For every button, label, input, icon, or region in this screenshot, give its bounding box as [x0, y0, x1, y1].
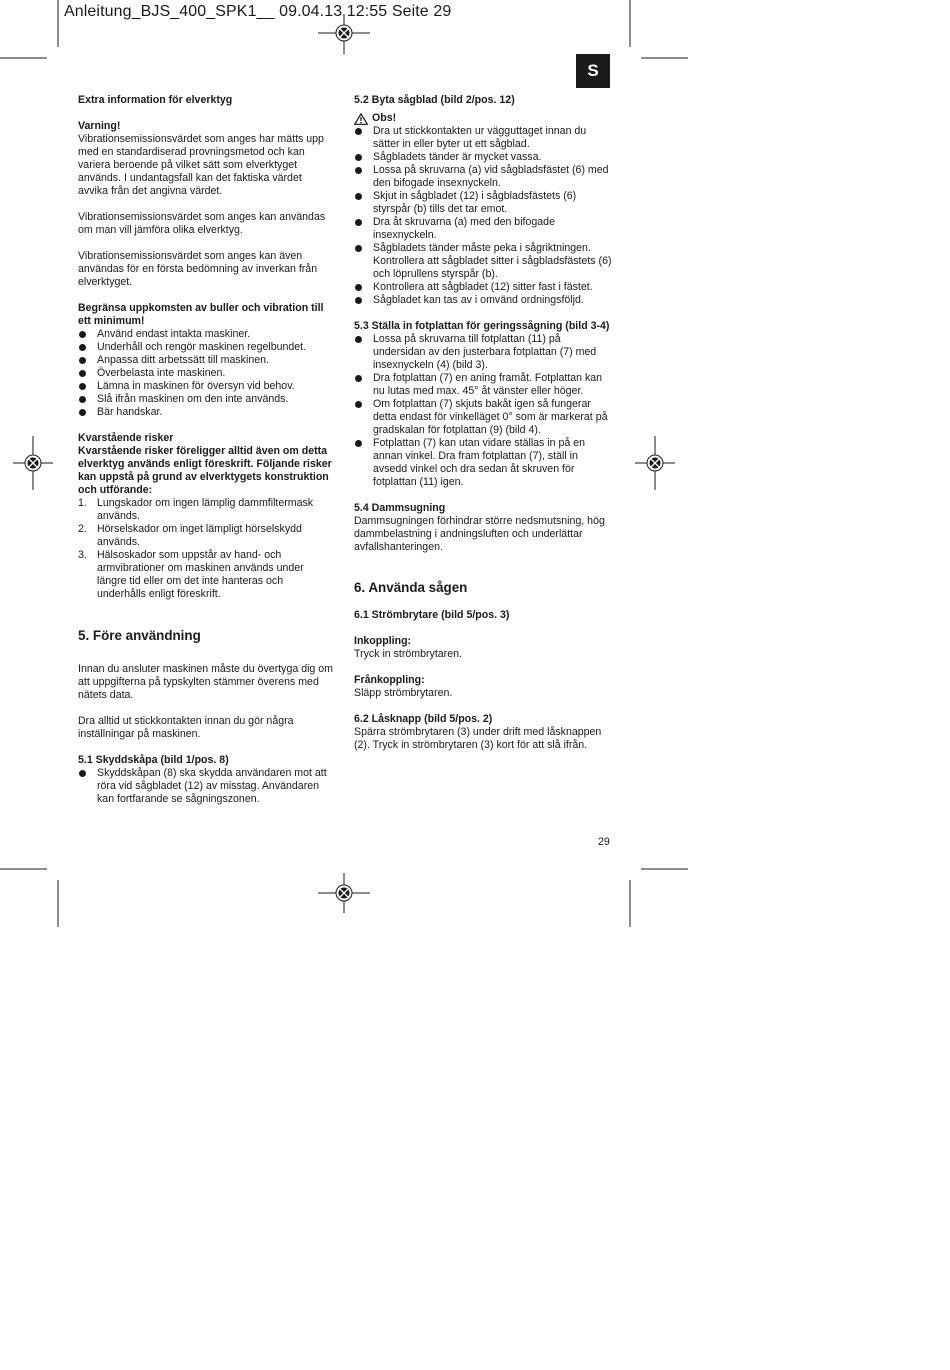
list-item — [78, 523, 334, 549]
list-item: Bär handskar. — [78, 406, 334, 419]
list-item: Anpassa ditt arbetssätt till maskinen. — [78, 354, 334, 367]
list-item: Skyddskåpan (8) ska skydda användaren mot att röra vid sågbladet (12) av misstag. Användaren kan fortfarande se sågningszonen. — [78, 767, 334, 806]
vibration-text-3: Vibrationsemissionsvärdet som anges kan även användas för en första bedömning av inverkan från elverktyget. — [78, 250, 318, 288]
section-6-heading: 6. Använda sågen — [354, 580, 468, 595]
list-item: Fotplattan (7) kan utan vidare ställas in på en annan vinkel. Dra fram fotplattan (7), ställ in avsedd vinkel och dra sedan åt skruven för fotplattan (11) igen. — [354, 437, 612, 489]
item-text: Hörselskador om inget lämpligt hörselskydd används. — [97, 523, 302, 548]
obs-note — [354, 112, 612, 125]
risk-list — [78, 497, 334, 601]
list-item — [78, 497, 334, 523]
list-item: Skjut in sågbladet (12) i sågbladsfästets (6) styrspår (b) tills det tar emot. — [354, 190, 612, 216]
list-item: Använd endast intakta maskiner. — [78, 328, 334, 341]
warning-text: Vibrationsemissionsvärdet som anges har mätts upp med en standardiserad provningsmetod och kan variera beroende på vilket sätt som elverktyget används. I undantagsfall kan det faktiska värdet avvika från det angivna värdet. — [78, 133, 324, 197]
list-item: Sågbladets tänder måste peka i sågriktningen. Kontrollera att sågbladet sitter i sågbladsfästets (6) och löprullens styrspår (b). — [354, 242, 612, 281]
list-item: Kontrollera att sågbladet (12) sitter fast i fästet. — [354, 281, 612, 294]
warning-triangle-icon — [354, 113, 368, 125]
list-item: Lämna in maskinen för översyn vid behov. — [78, 380, 334, 393]
section-5-3-list — [354, 333, 612, 489]
item-number: 1. — [78, 497, 87, 509]
risks-intro: Kvarstående risker föreligger alltid även om detta elverktyg används enligt föreskrift. Följande risker kan uppstå på grund av elverktygets konstruktion och utförande: — [78, 445, 332, 496]
list-item: Lossa på skruvarna (a) vid sågbladsfästet (6) med den bifogade insexnyckeln. — [354, 164, 612, 190]
obs-label: Obs! — [372, 112, 397, 124]
section-5-heading: 5. Före användning — [78, 628, 201, 643]
section-5-4-heading: 5.4 Dammsugning — [354, 502, 446, 514]
section-5-text-1: Innan du ansluter maskinen måste du övertyga dig om att uppgifterna på typskylten stämmer överens med nätets data. — [78, 663, 333, 701]
section-5-2-heading: 5.2 Byta sågblad (bild 2/pos. 12) — [354, 94, 515, 106]
vibration-text-2: Vibrationsemissionsvärdet som anges kan användas om man vill jämföra olika elverktyg. — [78, 211, 326, 236]
list-item: Dra fotplattan (7) en aning framåt. Fotplattan kan nu lutas med max. 45° åt vänster eller höger. — [354, 372, 612, 398]
language-tab: S — [576, 54, 610, 88]
list-item: Dra ut stickkontakten ur vägguttaget innan du sätter in eller byter ut ett sågblad. — [354, 125, 612, 151]
limit-heading: Begränsa uppkomsten av buller och vibration till ett minimum! — [78, 302, 324, 327]
right-column — [354, 94, 612, 752]
list-item: Dra åt skruvarna (a) med den bifogade insexnyckeln. — [354, 216, 612, 242]
list-item: Om fotplattan (7) skjuts bakåt igen så fungerar detta endast för vinkelläget 0° som är markerat på gradskalan för fotplattan (9) (bild 4). — [354, 398, 612, 437]
section-6-1-heading: 6.1 Strömbrytare (bild 5/pos. 3) — [354, 609, 510, 621]
registration-mark-bottom — [318, 873, 370, 913]
section-5-2-list — [354, 125, 612, 307]
section-6-2-text: Spärra strömbrytaren (3) under drift med låsknappen (2). Tryck in strömbrytaren (3) kort för att slå ifrån. — [354, 726, 602, 751]
switch-off-text: Släpp strömbrytaren. — [354, 687, 453, 699]
switch-on-text: Tryck in strömbrytaren. — [354, 648, 462, 660]
left-column — [78, 94, 334, 806]
list-item: Överbelasta inte maskinen. — [78, 367, 334, 380]
section-6-2-heading: 6.2 Låsknapp (bild 5/pos. 2) — [354, 713, 493, 725]
switch-on-heading: Inkoppling: — [354, 635, 412, 647]
item-text: Lungskador om ingen lämplig dammfiltermask används. — [97, 497, 314, 522]
registration-mark-left — [13, 436, 53, 490]
section-5-1-heading: 5.1 Skyddskåpa (bild 1/pos. 8) — [78, 754, 229, 766]
section-5-4-text: Dammsugningen förhindrar större nedsmutsning, hög dammbelastning i andningsluften och underlättar avfallshanteringen. — [354, 515, 605, 553]
item-number: 3. — [78, 549, 87, 561]
section-5-text-2: Dra alltid ut stickkontakten innan du gör några inställningar på maskinen. — [78, 715, 294, 740]
list-item: Slå ifrån maskinen om den inte används. — [78, 393, 334, 406]
risks-heading: Kvarstående risker — [78, 432, 174, 444]
page-number: 29 — [598, 836, 610, 848]
list-item: Lossa på skruvarna till fotplattan (11) på undersidan av den justerbara fotplattan (7) med insexnyckeln (4) (bild 3). — [354, 333, 612, 372]
item-number: 2. — [78, 523, 87, 535]
limit-list — [78, 328, 334, 419]
print-header: Anleitung_BJS_400_SPK1__ 09.04.13 12:55 Seite 29 — [64, 3, 452, 20]
list-item: Sågbladets tänder är mycket vassa. — [354, 151, 612, 164]
switch-off-heading: Frånkoppling: — [354, 674, 425, 686]
list-item — [78, 549, 334, 601]
warning-heading: Varning! — [78, 120, 121, 132]
list-item: Sågbladet kan tas av i omvänd ordningsföljd. — [354, 294, 612, 307]
section-5-3-heading: 5.3 Ställa in fotplattan för geringssågning (bild 3-4) — [354, 320, 610, 332]
extra-info-heading: Extra information för elverktyg — [78, 94, 233, 106]
section-5-1-list — [78, 767, 334, 806]
item-text: Hälsoskador som uppstår av hand- och armvibrationer om maskinen används under längre tid eller om det inte hanteras och underhålls enligt föreskrift. — [97, 549, 304, 600]
registration-mark-right — [635, 436, 675, 490]
list-item: Underhåll och rengör maskinen regelbundet. — [78, 341, 334, 354]
